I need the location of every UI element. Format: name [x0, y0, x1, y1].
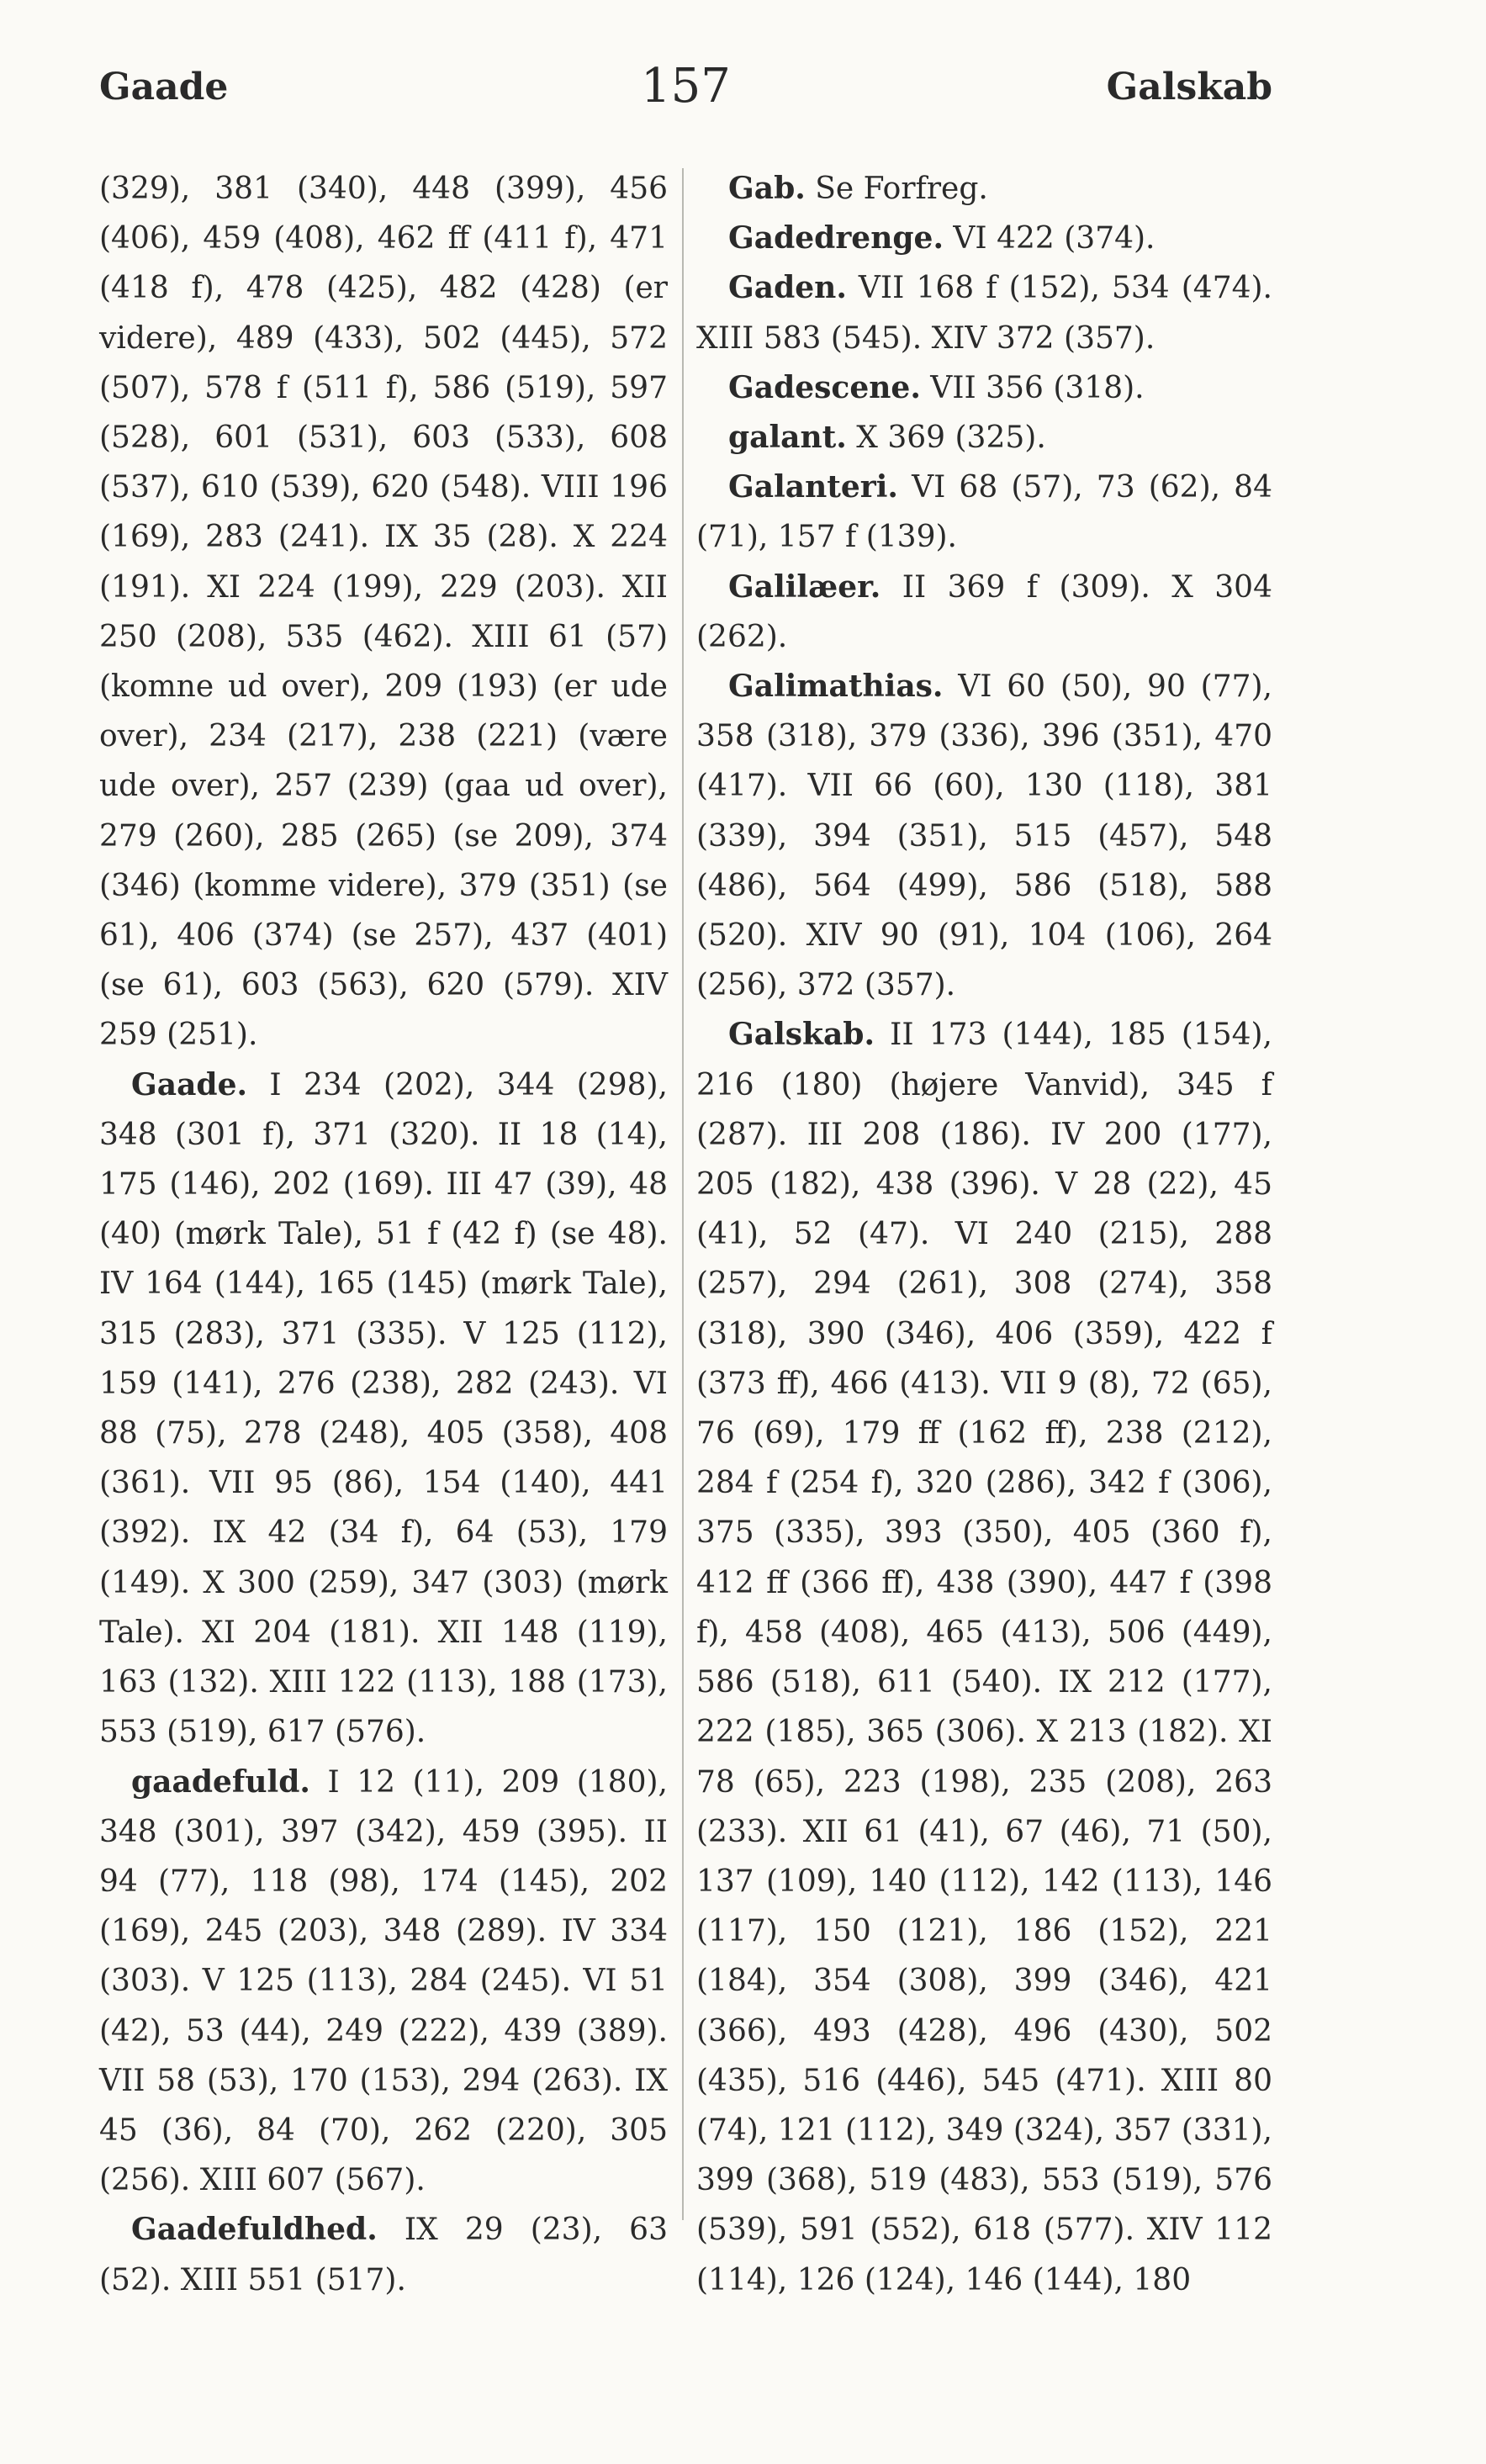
- entry-references: VI 68 (57), 73 (62), 84 (71), 157 f (139).: [696, 470, 1272, 555]
- index-entry: [696, 1010, 1272, 2304]
- page-number: 157: [641, 59, 731, 114]
- entry-references: (329), 381 (340), 448 (399), 456 (406), 459 (408), 462 ff (411 f), 471 (418 f), 478 (425), 482 (428) (er videre), 489 (433), 502 (445), 572 (507), 578 f (511 f), 586 (519), 597 (528), 601 (531), 603 (533), 608 (537), 610 (539), 620 (548). VIII 196 (169), 283 (241). IX 35 (28). X 224 (191). XI 224 (199), 229 (203). XII 250 (208), 535 (462). XIII 61 (57) (komne ud over), 209 (193) (er ude over), 234 (217), 238 (221) (være ude over), 257 (239) (gaa ud over), 279 (260), 285 (265) (se 209), 374 (346) (komme videre), 379 (351) (se 61), 406 (374) (se 257), 437 (401) (se 61), 603 (563), 620 (579). XIV 259 (251).: [99, 172, 668, 1053]
- index-entry: [99, 1060, 668, 1758]
- entry-references: VII 168 f (152), 534 (474). XIII 583 (545). XIV 372 (357).: [696, 271, 1272, 356]
- entry-references: Se Forfreg.: [805, 172, 988, 206]
- entry-headword: galant.: [728, 420, 847, 456]
- index-entry: [696, 563, 1272, 662]
- entry-headword: Gadescene.: [728, 369, 921, 405]
- page-header: [99, 59, 1272, 126]
- index-entry: [696, 214, 1272, 263]
- entry-headword: Galanteri.: [728, 469, 898, 505]
- running-head-left: Gaade: [99, 66, 229, 108]
- entry-references: I 12 (11), 209 (180), 348 (301), 397 (342), 459 (395). II 94 (77), 118 (98), 174 (145), 202 (169), 245 (203), 348 (289). IV 334 (303). V 125 (113), 284 (245). VI 51 (42), 53 (44), 249 (222), 439 (389). VII 58 (53), 170 (153), 294 (263). IX 45 (36), 84 (70), 262 (220), 305 (256). XIII 607 (567).: [99, 1764, 668, 2198]
- index-entry: [696, 363, 1272, 413]
- entry-headword: Gab.: [728, 171, 806, 206]
- entry-references: VI 422 (374).: [943, 221, 1155, 256]
- entry-references: IX 29 (23), 63 (52). XIII 551 (517).: [99, 2213, 668, 2297]
- entry-headword: Galilæer.: [728, 568, 881, 605]
- entry-references: X 369 (325).: [846, 420, 1046, 456]
- column-divider: [682, 168, 684, 2220]
- right-column: [696, 164, 1272, 2305]
- entry-headword: Gaden.: [728, 270, 847, 306]
- entry-references: I 234 (202), 344 (298), 348 (301 f), 371 (320). II 18 (14), 175 (146), 202 (169). III 47 (39), 48 (40) (mørk Tale), 51 f (42 f) (se 48). IV 164 (144), 165 (145) (mørk Tale), 315 (283), 371 (335). V 125 (112), 159 (141), 276 (238), 282 (243). VI 88 (75), 278 (248), 405 (358), 408 (361). VII 95 (86), 154 (140), 441 (392). IX 42 (34 f), 64 (53), 179 (149). X 300 (259), 347 (303) (mørk Tale). XI 204 (181). XII 148 (119), 163 (132). XIII 122 (113), 188 (173), 553 (519), 617 (576).: [99, 1067, 668, 1750]
- index-entry: [696, 263, 1272, 362]
- entry-headword: Gaadefuldhed.: [131, 2212, 378, 2248]
- entry-references: II 173 (144), 185 (154), 216 (180) (højere Vanvid), 345 f (287). III 208 (186). IV 200 (177), 205 (182), 438 (396). V 28 (22), 45 (41), 52 (47). VI 240 (215), 288 (257), 294 (261), 308 (274), 358 (318), 390 (346), 406 (359), 422 f (373 ff), 466 (413). VII 9 (8), 72 (65), 76 (69), 179 ff (162 ff), 238 (212), 284 f (254 f), 320 (286), 342 f (306), 375 (335), 393 (350), 405 (360 f), 412 ff (366 ff), 438 (390), 447 f (398 f), 458 (408), 465 (413), 506 (449), 586 (518), 611 (540). IX 212 (177), 222 (185), 365 (306). X 213 (182). XI 78 (65), 223 (198), 235 (208), 263 (233). XII 61 (41), 67 (46), 71 (50), 137 (109), 140 (112), 142 (113), 146 (117), 150 (121), 186 (152), 221 (184), 354 (308), 399 (346), 421 (366), 493 (428), 496 (430), 502 (435), 516 (446), 545 (471). XIII 80 (74), 121 (112), 349 (324), 357 (331), 399 (368), 519 (483), 553 (519), 576 (539), 591 (552), 618 (577). XIV 112 (114), 126 (124), 146 (144), 180: [696, 1018, 1272, 2297]
- index-entry: [696, 164, 1272, 214]
- index-entry: [696, 463, 1272, 562]
- entry-headword: Gadedrenge.: [728, 220, 944, 256]
- left-column: [99, 164, 668, 2305]
- index-entry: [696, 662, 1272, 1010]
- entry-references: II 369 f (309). X 304 (262).: [696, 569, 1272, 654]
- index-entry: [99, 164, 668, 1060]
- entry-headword: gaadefuld.: [131, 1763, 310, 1800]
- index-entry: [99, 1758, 668, 2206]
- entry-headword: Galskab.: [728, 1017, 875, 1053]
- entry-headword: Galimathias.: [728, 669, 944, 705]
- entry-references: VI 60 (50), 90 (77), 358 (318), 379 (336), 396 (351), 470 (417). VII 66 (60), 130 (118), 381 (339), 394 (351), 515 (457), 548 (486), 564 (499), 586 (518), 588 (520). XIV 90 (91), 104 (106), 264 (256), 372 (357).: [696, 669, 1272, 1003]
- entry-headword: Gaade.: [131, 1066, 248, 1102]
- index-entry: [696, 413, 1272, 463]
- running-head-right: Galskab: [1106, 66, 1272, 108]
- index-entry: [99, 2205, 668, 2304]
- entry-references: VII 356 (318).: [920, 370, 1145, 405]
